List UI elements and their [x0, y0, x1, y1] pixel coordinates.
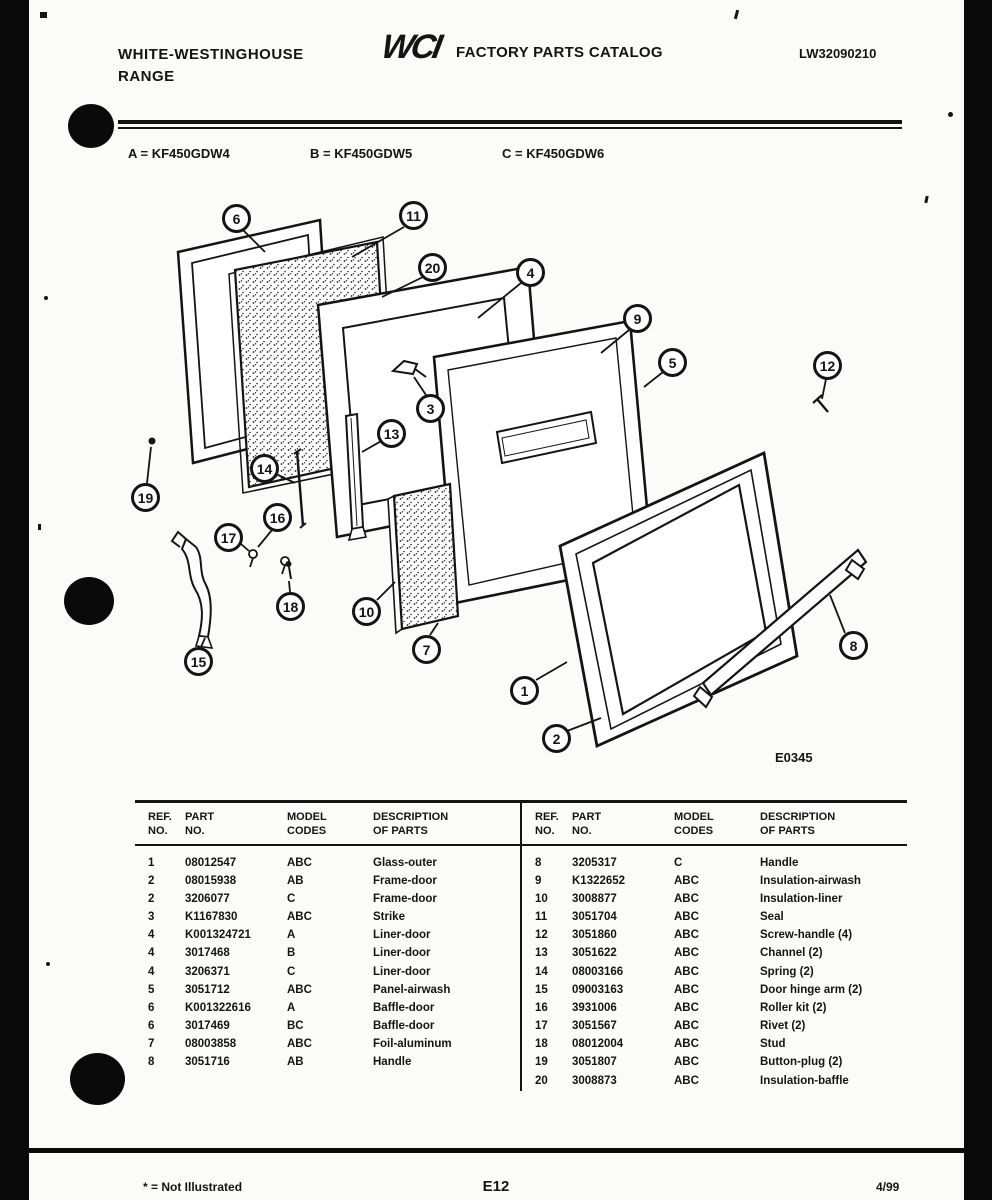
exploded-diagram [0, 175, 992, 800]
parts-table-row [135, 1054, 520, 1072]
parts-table-cell: K1322652 [572, 874, 626, 887]
parts-table-row [522, 1072, 907, 1090]
parts-table-cell: Seal [760, 911, 784, 924]
parts-table-cell: 3931006 [572, 1001, 617, 1014]
model-code-c: C = KF450GDW6 [502, 146, 605, 161]
footer-note: * = Not Illustrated [143, 1180, 243, 1194]
parts-table-cell: ABC [287, 1038, 312, 1051]
parts-table-cell: 10 [535, 892, 548, 905]
parts-table-cell: 14 [535, 965, 548, 978]
parts-table-row [135, 945, 520, 963]
parts-table-cell: ABC [674, 965, 699, 978]
callout-20: 20 [418, 253, 447, 282]
parts-table-cell: A [287, 1001, 296, 1014]
parts-table-cell: Roller kit (2) [760, 1001, 827, 1014]
parts-table-cell: 3051704 [572, 911, 617, 924]
figure-code: E0345 [775, 750, 813, 765]
parts-table-cell: 8 [535, 856, 542, 869]
parts-table-cell: 13 [535, 947, 548, 960]
parts-table-cell: Insulation-liner [760, 892, 843, 905]
callout-9: 9 [623, 304, 652, 333]
parts-table-row [135, 963, 520, 981]
parts-table-cell: C [287, 892, 296, 905]
parts-table-cell: C [674, 856, 683, 869]
parts-table-cell: A [287, 929, 296, 942]
model-code-a: A = KF450GDW4 [128, 146, 230, 161]
parts-table-cell: 3051716 [185, 1056, 230, 1069]
parts-table-cell: 12 [535, 929, 548, 942]
scan-edge-left [0, 0, 29, 1200]
parts-table-row [522, 891, 907, 909]
parts-table-row [522, 963, 907, 981]
parts-table-cell: 08012547 [185, 856, 237, 869]
parts-table-cell: 3051860 [572, 929, 617, 942]
parts-table-cell: 3206371 [185, 965, 230, 978]
parts-table-cell: 15 [535, 983, 548, 996]
parts-table-cell: 3017469 [185, 1020, 230, 1033]
parts-table-row [522, 1018, 907, 1036]
parts-table-row [522, 1000, 907, 1018]
parts-table-cell: 09003163 [572, 983, 624, 996]
parts-table-cell: 8 [148, 1056, 155, 1069]
scan-edge-right [964, 0, 992, 1200]
parts-table-left [135, 803, 520, 1091]
parts-table-cell: 1 [148, 856, 155, 869]
parts-table-cell: ABC [674, 983, 699, 996]
scan-speck [38, 524, 41, 530]
parts-table-cell: 2 [148, 892, 155, 905]
parts-table-cell: Handle [373, 1056, 412, 1069]
punch-hole-top [68, 104, 114, 148]
parts-table-cell: ABC [674, 1074, 699, 1087]
parts-table-cell: 16 [535, 1001, 548, 1014]
callout-6: 6 [222, 204, 251, 233]
parts-table-cell: 17 [535, 1020, 548, 1033]
parts-table-cell: Insulation-airwash [760, 874, 861, 887]
parts-table-cell: Button-plug (2) [760, 1056, 843, 1069]
catalog-title: FACTORY PARTS CATALOG [456, 44, 663, 61]
parts-table-row [522, 927, 907, 945]
parts-table-row [135, 845, 520, 873]
footer-rule [29, 1148, 964, 1153]
col-model-codes: MODEL CODES [674, 803, 760, 845]
parts-table-cell: Stud [760, 1038, 786, 1051]
col-model-codes: MODEL CODES [287, 803, 373, 845]
part-hinge-arm [172, 532, 212, 648]
col-part-no: PART NO. [185, 803, 287, 845]
parts-table-cell: 6 [148, 1020, 155, 1033]
parts-table-cell: 20 [535, 1074, 548, 1087]
callout-4: 4 [516, 258, 545, 287]
parts-table-cell: 7 [148, 1038, 155, 1051]
parts-table-row [522, 845, 907, 873]
parts-table-cell: 19 [535, 1056, 548, 1069]
parts-table-row [135, 1018, 520, 1036]
parts-table-cell: B [287, 947, 296, 960]
brand-title [118, 44, 304, 88]
callout-5: 5 [658, 348, 687, 377]
parts-table-cell: Channel (2) [760, 947, 823, 960]
parts-table-row [135, 982, 520, 1000]
parts-table-cell: K1167830 [185, 911, 238, 924]
parts-table-cell: Baffle-door [373, 1001, 435, 1014]
parts-table-row [522, 982, 907, 1000]
scan-speck [948, 112, 953, 117]
parts-table-cell: Panel-airwash [373, 983, 451, 996]
callout-7: 7 [412, 635, 441, 664]
parts-table-cell: 4 [148, 947, 155, 960]
parts-table-cell: 11 [535, 911, 548, 924]
parts-table-cell: 3206077 [185, 892, 230, 905]
parts-table-cell: AB [287, 874, 304, 887]
parts-table-row [135, 927, 520, 945]
parts-table-cell: 3205317 [572, 856, 617, 869]
callout-19: 19 [131, 483, 160, 512]
parts-table-cell: Foil-aluminum [373, 1038, 452, 1051]
parts-table-cell: Glass-outer [373, 856, 437, 869]
parts-table-row [522, 909, 907, 927]
callout-16: 16 [263, 503, 292, 532]
parts-table-cell: Baffle-door [373, 1020, 435, 1033]
parts-table-cell: Liner-door [373, 929, 431, 942]
callout-18: 18 [276, 592, 305, 621]
part-button-plug [149, 438, 156, 445]
callout-13: 13 [377, 419, 406, 448]
parts-table-cell: ABC [287, 911, 312, 924]
parts-table-cell: 4 [148, 965, 155, 978]
model-code-b: B = KF450GDW5 [310, 146, 413, 161]
parts-table-row [522, 1036, 907, 1054]
parts-table-cell: 2 [148, 874, 155, 887]
parts-table-cell: 08015938 [185, 874, 237, 887]
parts-table-cell: Insulation-baffle [760, 1074, 849, 1087]
callout-3: 3 [416, 394, 445, 423]
col-ref-no: REF. NO. [135, 803, 185, 845]
parts-table-cell: Handle [760, 856, 799, 869]
parts-table-cell: Door hinge arm (2) [760, 983, 863, 996]
scan-speck [44, 296, 48, 300]
brand-line2: RANGE [118, 67, 175, 85]
parts-table-cell: 5 [148, 983, 155, 996]
parts-table-cell: 08003166 [572, 965, 624, 978]
parts-table-cell: Liner-door [373, 947, 431, 960]
page-number: E12 [482, 1178, 510, 1195]
parts-table-row [522, 873, 907, 891]
parts-table-row [522, 945, 907, 963]
parts-table-cell: Strike [373, 911, 405, 924]
callout-11: 11 [399, 201, 428, 230]
parts-table-cell: 3 [148, 911, 155, 924]
parts-table-cell: Liner-door [373, 965, 431, 978]
parts-table-cell: 4 [148, 929, 155, 942]
parts-table-cell: 3051807 [572, 1056, 617, 1069]
parts-table-cell: AB [287, 1056, 304, 1069]
parts-table-cell: 3008873 [572, 1074, 617, 1087]
col-ref-no: REF. NO. [522, 803, 572, 845]
parts-table [135, 800, 907, 1091]
parts-table-cell: ABC [674, 911, 699, 924]
parts-table-cell: 08012004 [572, 1038, 624, 1051]
parts-table-row [135, 1000, 520, 1018]
parts-table-cell: ABC [674, 1056, 699, 1069]
parts-table-cell: Screw-handle (4) [760, 929, 853, 942]
part-baffle-door [388, 484, 458, 633]
parts-table-cell: 3051712 [185, 983, 230, 996]
parts-table-row [135, 891, 520, 909]
parts-table-cell: K001322616 [185, 1001, 251, 1014]
parts-table-cell: ABC [674, 892, 699, 905]
brand-line1: WHITE-WESTINGHOUSE [118, 46, 304, 63]
parts-table-cell: ABC [674, 1020, 699, 1033]
parts-table-cell: Spring (2) [760, 965, 814, 978]
parts-table-cell: 6 [148, 1001, 155, 1014]
col-description: DESCRIPTION OF PARTS [373, 803, 520, 845]
parts-table-cell: Frame-door [373, 892, 437, 905]
scan-speck [734, 10, 739, 19]
parts-table-cell: 18 [535, 1038, 548, 1051]
col-part-no: PART NO. [572, 803, 674, 845]
footer-date: 4/99 [876, 1180, 900, 1194]
scan-speck [46, 962, 50, 966]
parts-table-cell: ABC [674, 1038, 699, 1051]
callout-12: 12 [813, 351, 842, 380]
parts-table-cell: 3017468 [185, 947, 230, 960]
parts-table-row [135, 1036, 520, 1054]
parts-table-row [135, 909, 520, 927]
parts-table-row [135, 873, 520, 891]
document-number: LW32090210 [799, 46, 877, 61]
parts-table-cell: 3051622 [572, 947, 617, 960]
part-stud [286, 561, 292, 579]
scan-speck [40, 12, 47, 18]
parts-table-cell: ABC [287, 983, 312, 996]
callout-17: 17 [214, 523, 243, 552]
punch-hole-middle [64, 577, 114, 625]
parts-table-header-row [135, 803, 520, 845]
callout-14: 14 [250, 454, 279, 483]
col-description: DESCRIPTION OF PARTS [760, 803, 907, 845]
parts-table-cell: Frame-door [373, 874, 437, 887]
callout-1: 1 [510, 676, 539, 705]
parts-table-cell: ABC [287, 856, 312, 869]
parts-table-header-row [522, 803, 907, 845]
parts-table-cell: ABC [674, 1001, 699, 1014]
parts-table-cell: 9 [535, 874, 542, 887]
parts-table-cell: 3051567 [572, 1020, 617, 1033]
parts-table-cell: ABC [674, 929, 699, 942]
callout-8: 8 [839, 631, 868, 660]
callout-2: 2 [542, 724, 571, 753]
wci-logo: WCI [378, 28, 443, 66]
part-roller-kit [249, 550, 289, 574]
callout-15: 15 [184, 647, 213, 676]
parts-table-cell: C [287, 965, 296, 978]
parts-table-row [522, 1054, 907, 1072]
parts-table-cell: ABC [674, 947, 699, 960]
part-screw-handle [813, 395, 828, 412]
punch-hole-bottom [70, 1053, 125, 1105]
parts-table-cell: Rivet (2) [760, 1020, 806, 1033]
parts-table-cell: ABC [674, 874, 699, 887]
parts-table-cell: K001324721 [185, 929, 251, 942]
parts-table-cell: 08003858 [185, 1038, 237, 1051]
parts-table-right [520, 803, 907, 1091]
callout-10: 10 [352, 597, 381, 626]
header-rule [118, 120, 902, 129]
parts-table-cell: 3008877 [572, 892, 617, 905]
parts-table-cell: BC [287, 1020, 304, 1033]
